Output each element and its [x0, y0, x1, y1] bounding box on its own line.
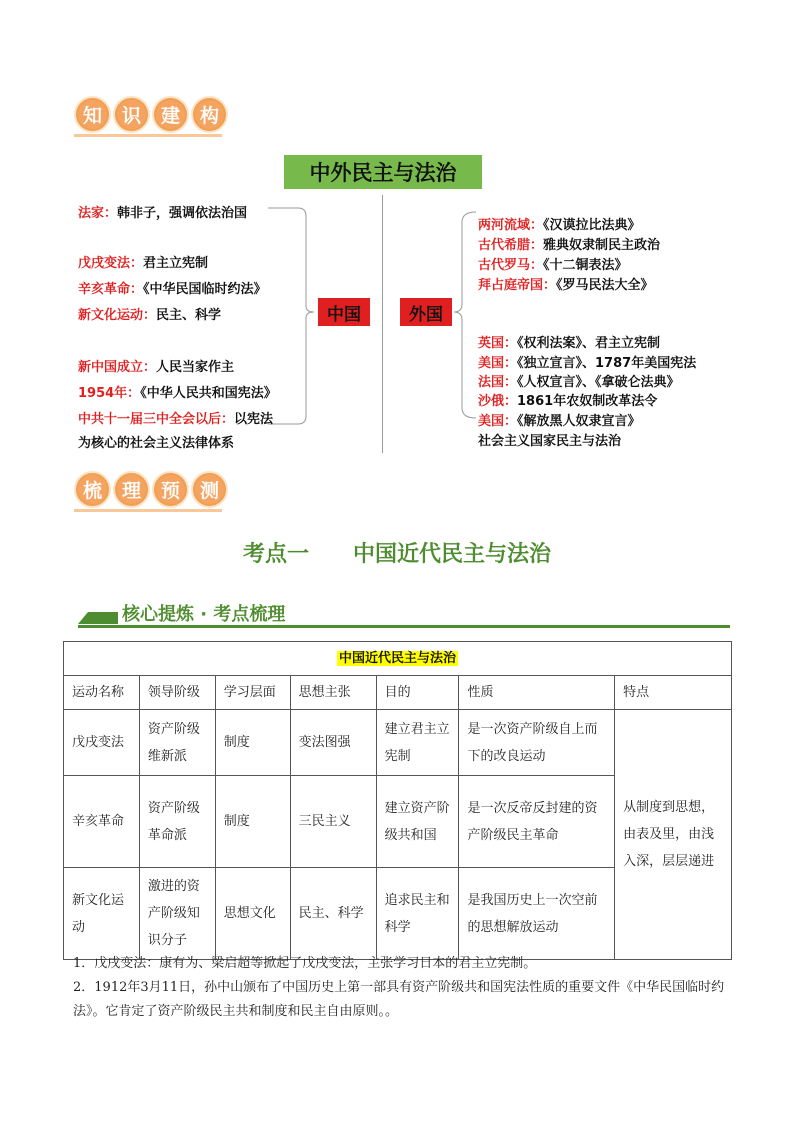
table-row — [64, 710, 732, 776]
table-header: 思想主张 — [290, 676, 376, 710]
table-cell: 制度 — [215, 776, 290, 868]
table-cell: 思想文化 — [215, 868, 290, 960]
right-entry: 古代罗马：《十二铜表法》 — [478, 258, 628, 273]
badge-char: 预 — [152, 471, 189, 508]
right-entry: 拜占庭帝国：《罗马民法大全》 — [478, 278, 654, 293]
table-cell: 新文化运动 — [64, 868, 140, 960]
badge-char: 测 — [191, 471, 228, 508]
table-header: 学习层面 — [215, 676, 290, 710]
right-entry: 美国：《解放黑人奴隶宣言》 — [478, 414, 641, 429]
table-cell: 建立君主立宪制 — [376, 710, 459, 776]
table-header: 目的 — [376, 676, 459, 710]
table-header: 性质 — [459, 676, 615, 710]
hexin-title: 核心提炼 · 考点梳理 — [122, 604, 286, 625]
table-cell: 是我国历史上一次空前的思想解放运动 — [459, 868, 615, 960]
badge-char: 知 — [74, 96, 111, 133]
left-entry: 法家：韩非子，强调依法治国 — [78, 206, 248, 221]
table-cell: 追求民主和科学 — [376, 868, 459, 960]
left-entry: 新中国成立：人民当家作主 — [78, 360, 235, 375]
table-header: 运动名称 — [64, 676, 140, 710]
table-cell: 建立资产阶级共和国 — [376, 776, 459, 868]
node-china: 中国 — [318, 298, 370, 326]
badge-char: 理 — [113, 471, 150, 508]
table-cell: 民主、科学 — [290, 868, 376, 960]
badge-underline — [74, 509, 222, 512]
right-entry: 美国：《独立宣言》、1787年美国宪法 — [478, 356, 697, 371]
right-entry: 沙俄：1861年农奴制改革法令 — [478, 394, 658, 409]
table-cell: 是一次反帝反封建的资产阶级民主革命 — [459, 776, 615, 868]
table-caption-row — [64, 642, 732, 676]
right-entry: 两河流域：《汉谟拉比法典》 — [478, 218, 641, 233]
note-paragraph: 2．1912年3月11日，孙中山颁布了中国历史上第一部具有资产阶级共和国宪法性质的重要文件《中华民国临时约法》。它肯定了资产阶级民主共和制度和民主自由原则。。 — [73, 980, 725, 1019]
left-entry: 戊戌变法：君主立宪制 — [78, 256, 209, 271]
mindmap-title: 中外民主与法治 — [284, 155, 482, 189]
table-cell: 戊戌变法 — [64, 710, 140, 776]
right-entry: 法国：《人权宣言》、《拿破仑法典》 — [478, 375, 680, 390]
table-cell: 资产阶级维新派 — [139, 710, 215, 776]
left-entry: 新文化运动：民主、科学 — [78, 308, 222, 323]
left-entry: 辛亥革命：《中华民国临时约法》 — [78, 282, 267, 297]
table-cell: 资产阶级革命派 — [139, 776, 215, 868]
badge-char: 建 — [152, 96, 189, 133]
table-cell: 三民主义 — [290, 776, 376, 868]
left-entry: 中共十一届三中全会以后：以宪法 — [78, 412, 274, 427]
green-wedge-icon — [78, 604, 118, 624]
table-header: 领导阶级 — [139, 676, 215, 710]
table-cell: 制度 — [215, 710, 290, 776]
table-header: 特点 — [615, 676, 732, 710]
table-cell: 是一次资产阶级自上而下的改良运动 — [459, 710, 615, 776]
hexin-underline — [78, 625, 730, 628]
badge-char: 梳 — [74, 471, 111, 508]
note-paragraph: 1．戊戌变法：康有为、梁启超等掀起了戊戌变法，主张学习日本的君主立宪制。 — [73, 956, 537, 971]
right-entry-tail: 社会主义国家民主与法治 — [478, 434, 622, 449]
table-header-row — [64, 676, 732, 710]
right-entry: 古代希腊：雅典奴隶制民主政治 — [478, 238, 661, 253]
left-entry-tail: 为核心的社会主义法律体系 — [78, 436, 235, 451]
badge-char: 识 — [113, 96, 150, 133]
node-foreign: 外国 — [400, 298, 452, 326]
badge-char: 构 — [191, 96, 228, 133]
kaodian-title: 考点一 中国近代民主与法治 — [242, 542, 551, 567]
section-badge-review — [74, 471, 228, 508]
table-caption: 中国近代民主与法治 — [338, 651, 456, 666]
table-cell: 激进的资产阶级知识分子 — [139, 868, 215, 960]
table-feature-cell: 从制度到思想，由表及里，由浅入深，层层递进 — [615, 710, 732, 960]
right-entry: 英国：《权利法案》、君主立宪制 — [478, 336, 661, 351]
left-entry: 1954年：《中华人民共和国宪法》 — [78, 386, 277, 401]
summary-table — [63, 641, 732, 960]
table-cell: 辛亥革命 — [64, 776, 140, 868]
table-cell: 变法图强 — [290, 710, 376, 776]
